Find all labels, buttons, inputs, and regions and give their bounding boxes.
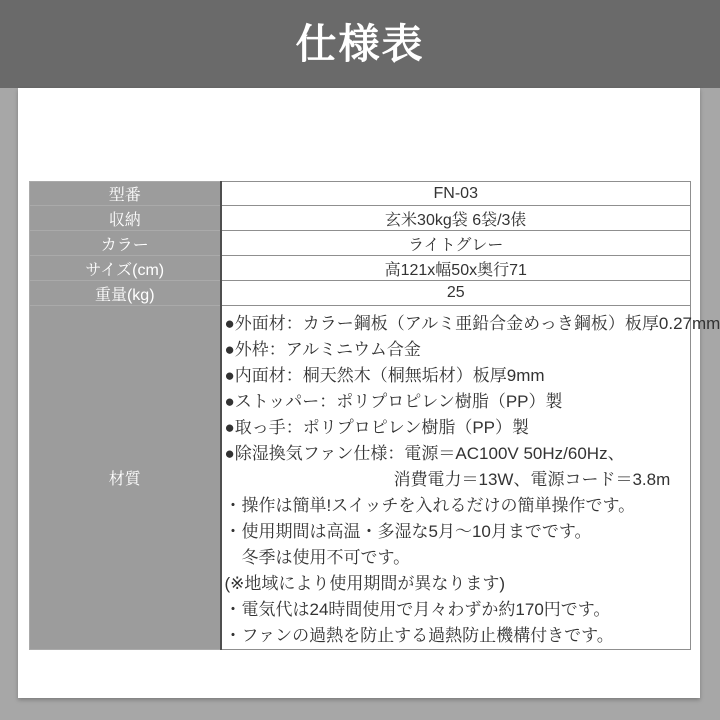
spec-row-label: 収納 — [30, 206, 221, 231]
spec-row-value: FN-03 — [221, 182, 691, 206]
spec-row-storage — [30, 206, 691, 231]
material-line: (※地域により使用期間が異なります) — [224, 574, 506, 593]
material-label: 材質 — [30, 306, 221, 650]
material-line: ・使用期間は高温・多湿な5月〜10月までです。 — [224, 522, 592, 541]
spec-row-value: 高121x幅50x奥行71 — [221, 256, 691, 281]
spec-row-color — [30, 231, 691, 256]
spec-table — [29, 181, 720, 650]
material-line: ・ファンの過熱を防止する過熱防止機構付きです。 — [224, 626, 614, 645]
material-line: ●除湿換気ファン仕様：電源＝AC100V 50Hz/60Hz、 — [224, 444, 625, 463]
spec-row-material — [30, 306, 691, 650]
spec-row-label: カラー — [30, 231, 221, 256]
material-content — [221, 306, 720, 650]
spec-row-label: 重量(kg) — [30, 281, 221, 306]
spec-row-value: 25 — [221, 281, 691, 306]
material-line: ・電気代は24時間使用で月々わずか約170円です。 — [224, 600, 611, 619]
spec-row-weight — [30, 281, 691, 306]
material-line: 冬季は使用不可です。 — [241, 548, 411, 567]
material-line: ●内面材：桐天然木（桐無垢材）板厚9mm — [224, 366, 545, 385]
spec-row-size — [30, 256, 691, 281]
material-line: ●ストッパー：ポリプロピレン樹脂（PP）製 — [224, 392, 563, 411]
spec-row-model — [30, 182, 691, 206]
material-line: 消費電力＝13W、電源コード＝3.8m — [393, 470, 671, 489]
material-line: ●外枠：アルミニウム合金 — [224, 340, 421, 359]
page-title: 仕様表 — [295, 20, 425, 67]
material-line: ●取っ手：ポリプロピレン樹脂（PP）製 — [224, 418, 530, 437]
page-header — [0, 0, 720, 88]
spec-row-value: 玄米30kg袋 6袋/3俵 — [221, 206, 691, 231]
material-line: ・操作は簡単!スイッチを入れるだけの簡単操作です。 — [224, 496, 636, 515]
spec-row-label: サイズ(cm) — [30, 256, 221, 281]
material-line: ●外面材：カラー鋼板（アルミ亜鉛合金めっき鋼板）板厚0.27mm — [224, 314, 720, 333]
spec-row-value: ライトグレー — [221, 231, 691, 256]
content-panel — [18, 88, 720, 698]
spec-row-label: 型番 — [30, 182, 221, 206]
